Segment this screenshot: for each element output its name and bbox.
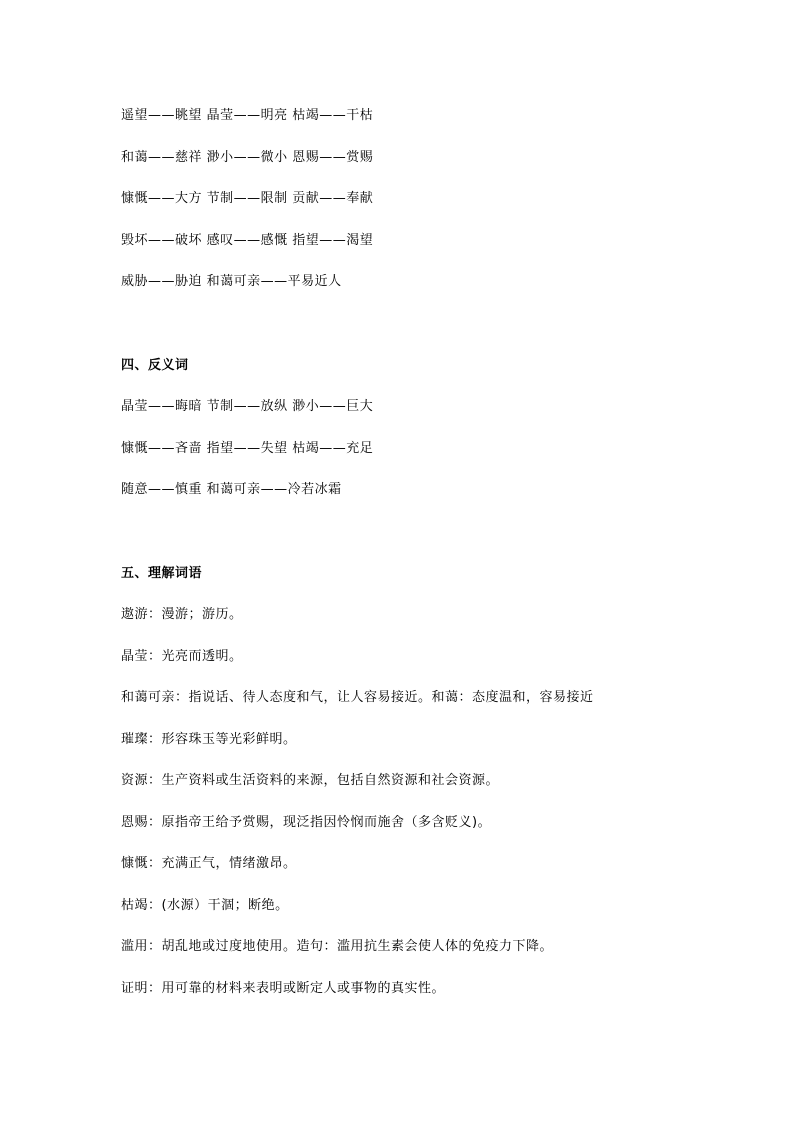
word-meaning-line: 和蔼可亲：指说话、待人态度和气，让人容易接近。和蔼：态度温和，容易接近 (121, 690, 594, 705)
word-meaning-line: 资源：生产资料或生活资料的来源，包括自然资源和社会资源。 (121, 773, 500, 788)
word-meaning-line: 枯竭：(水源）干涸；断绝。 (121, 898, 289, 913)
synonym-line: 毁坏——破坏 感叹——感慨 指望——渴望 (121, 233, 374, 248)
synonym-line: 威胁——胁迫 和蔼可亲——平易近人 (121, 274, 342, 289)
word-meaning-line: 证明：用可靠的材料来表明或断定人或事物的真实性。 (121, 981, 446, 996)
antonym-line: 随意——慎重 和蔼可亲——冷若冰霜 (121, 482, 342, 497)
word-meaning-line: 恩赐：原指帝王给予赏赐，现泛指因怜悯而施舍（多含贬义)。 (121, 815, 492, 830)
synonym-line: 慷慨——大方 节制——限制 贡献——奉献 (121, 191, 374, 206)
word-meaning-line: 滥用：胡乱地或过度地使用。造句：滥用抗生素会使人体的免疫力下降。 (121, 939, 554, 954)
word-meaning-line: 遨游：漫游；游历。 (121, 607, 243, 622)
antonyms-heading: 四、反义词 (121, 358, 189, 373)
word-meanings-heading: 五、理解词语 (121, 566, 203, 581)
word-meaning-line: 璀璨：形容珠玉等光彩鲜明。 (121, 732, 297, 747)
antonym-line: 慷慨——吝啬 指望——失望 枯竭——充足 (121, 441, 374, 456)
synonym-line: 和蔼——慈祥 渺小——微小 恩赐——赏赐 (121, 150, 374, 165)
word-meaning-line: 晶莹：光亮而透明。 (121, 649, 243, 664)
synonym-line: 遥望——眺望 晶莹——明亮 枯竭——干枯 (121, 108, 374, 123)
antonym-line: 晶莹——晦暗 节制——放纵 渺小——巨大 (121, 399, 374, 414)
word-meaning-line: 慷慨：充满正气，情绪激昂。 (121, 856, 297, 871)
